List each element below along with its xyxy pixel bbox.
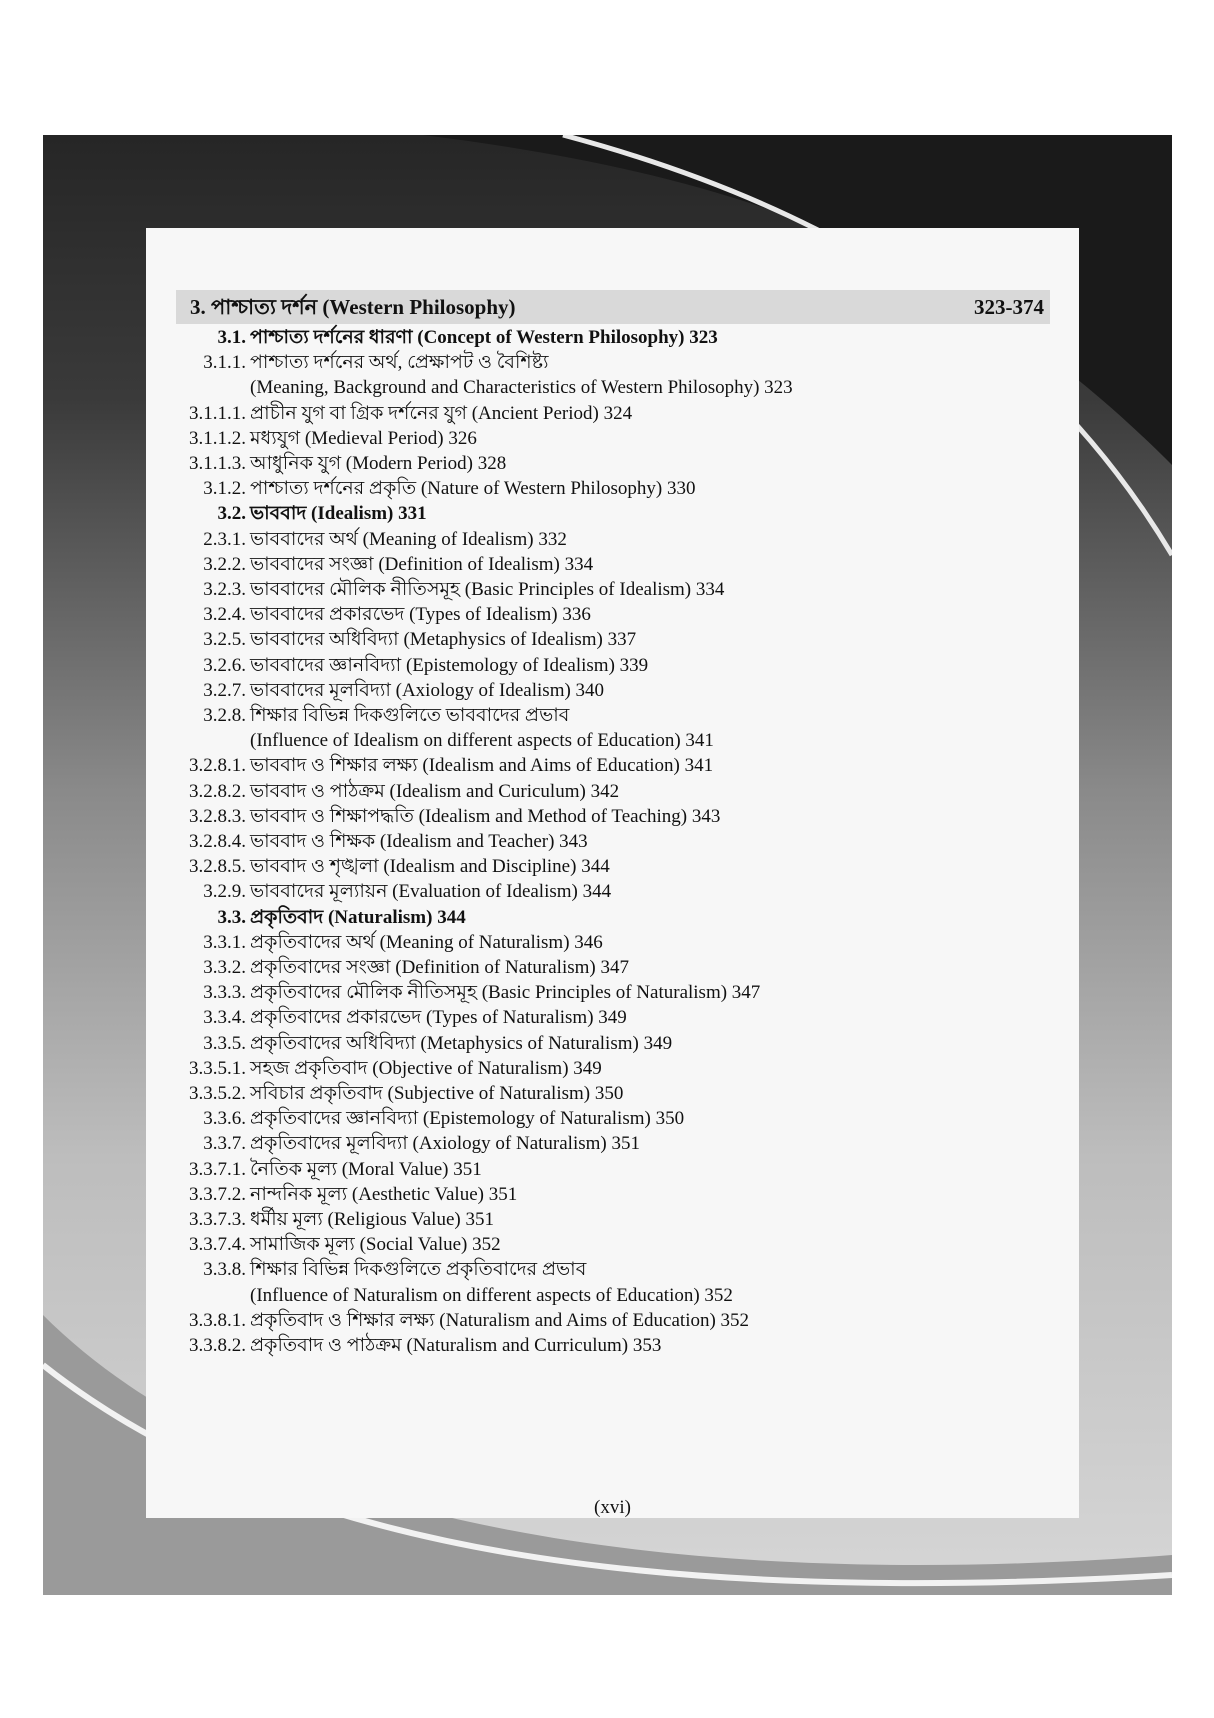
toc-entry-text: ভাববাদের সংজ্ঞা (Definition of Idealism) 334: [250, 553, 594, 575]
toc-entry-text: পাশ্চাত্য দর্শনের প্রকৃতি (Nature of Western Philosophy) 330: [250, 478, 696, 500]
toc-entry-text: প্রকৃতিবাদের প্রকারভেদ (Types of Naturalism) 349: [250, 1007, 627, 1029]
toc-entry: [146, 728, 1046, 754]
toc-entry: [146, 879, 1046, 905]
toc-entry-text: প্রকৃতিবাদ ও শিক্ষার লক্ষ্য (Naturalism and Aims of Education) 352: [250, 1309, 750, 1331]
toc-entry-number: 3.1.1.3.: [189, 453, 246, 474]
content-panel: [146, 228, 1079, 1518]
toc-entry-text: প্রকৃতিবাদের অর্থ (Meaning of Naturalism) 346: [250, 931, 603, 953]
toc-entry-text: আধুনিক যুগ (Modern Period) 328: [250, 453, 507, 474]
toc-entry-number: 3.2.5.: [203, 629, 246, 651]
toc-entry-number: 3.3.6.: [203, 1108, 246, 1130]
toc-entry-number: 3.3.7.: [203, 1133, 246, 1155]
toc-entry: [146, 375, 1046, 401]
toc-entry-text: ভাববাদ ও পাঠক্রম (Idealism and Curiculum) 342: [250, 780, 620, 802]
toc-entry-text: ভাববাদের মূল্যায়ন (Evaluation of Idealism) 344: [250, 881, 612, 903]
toc-entry: [146, 451, 1046, 477]
chapter-title: 3. পাশ্চাত্য দর্শন (Western Philosophy): [190, 295, 516, 319]
toc-entry-number: 3.2.8.4.: [189, 831, 246, 852]
toc-entry: [146, 1106, 1046, 1132]
toc-entry-number: 3.2.8.: [203, 705, 246, 726]
toc-entry-number: 3.2.9.: [203, 881, 246, 903]
toc-entry-text: (Influence of Naturalism on different aspects of Education) 352: [250, 1284, 733, 1306]
toc-entry-text: প্রকৃতিবাদ (Naturalism) 344: [250, 906, 466, 928]
toc-entry-text: প্রকৃতিবাদের মৌলিক নীতিসমূহ (Basic Principles of Naturalism) 347: [250, 982, 761, 1004]
toc-entry-text: ভাববাদের অধিবিদ্যা (Metaphysics of Idealism) 337: [250, 629, 637, 651]
toc-entry: [146, 1157, 1046, 1183]
toc-entry-number: 3.2.6.: [203, 654, 246, 676]
toc-entry-text: মধ্যযুগ (Medieval Period) 326: [250, 427, 477, 449]
toc-entry-text: প্রকৃতিবাদের মূলবিদ্যা (Axiology of Naturalism) 351: [250, 1133, 640, 1155]
toc-entry: [146, 779, 1046, 805]
toc-entry-number: 3.3.4.: [203, 1007, 246, 1029]
toc-entry: [146, 678, 1046, 704]
toc-entry-number: 3.2.8.1.: [189, 755, 246, 777]
toc-entry: [146, 501, 1046, 527]
toc-entry: [146, 1232, 1046, 1258]
toc-entry-number: 3.3.5.2.: [189, 1083, 246, 1104]
toc-entry: [146, 1308, 1046, 1334]
toc-entry-text: শিক্ষার বিভিন্ন দিকগুলিতে প্রকৃতিবাদের প্রভাব: [250, 1259, 587, 1281]
toc-entry-text: প্রকৃতিবাদের জ্ঞানবিদ্যা (Epistemology of Naturalism) 350: [250, 1108, 685, 1130]
toc-entry-text: ভাববাদ ও শৃঙ্খলা (Idealism and Discipline) 344: [250, 856, 610, 878]
toc-entry-number: 2.3.1.: [203, 528, 246, 550]
toc-entry-text: (Influence of Idealism on different aspects of Education) 341: [250, 730, 714, 752]
toc-entry-text: নান্দনিক মূল্য (Aesthetic Value) 351: [250, 1183, 518, 1205]
toc-entry-number: 3.2.8.5.: [189, 856, 246, 878]
toc-entry-text: শিক্ষার বিভিন্ন দিকগুলিতে ভাববাদের প্রভাব: [250, 705, 570, 726]
toc-entry-number: 3.1.1.: [203, 352, 246, 374]
toc-entry-number: 3.2.4.: [203, 604, 246, 626]
toc-entry-number: 3.1.2.: [203, 478, 246, 500]
toc-entry: [146, 1081, 1046, 1107]
toc-entry-number: 3.3.7.3.: [189, 1209, 246, 1230]
toc-entry: [146, 1207, 1046, 1233]
toc-entry: [146, 653, 1046, 679]
toc-entry-text: ভাববাদের প্রকারভেদ (Types of Idealism) 336: [250, 604, 591, 626]
toc-entry-text: ভাববাদ ও শিক্ষার লক্ষ্য (Idealism and Aims of Education) 341: [250, 755, 714, 777]
toc-entry-text: পাশ্চাত্য দর্শনের অর্থ, প্রেক্ষাপট ও বৈশিষ্ট্য: [250, 352, 549, 374]
toc-entry: [146, 829, 1046, 855]
toc-entry: [146, 350, 1046, 376]
toc-entry-text: ভাববাদের মূলবিদ্যা (Axiology of Idealism) 340: [250, 679, 605, 701]
toc-entry-text: ভাববাদ (Idealism) 331: [250, 503, 427, 525]
toc-entry: [146, 602, 1046, 628]
toc-entry-text: নৈতিক মূল্য (Moral Value) 351: [250, 1158, 482, 1180]
chapter-heading: [176, 290, 1050, 324]
toc-entry: [146, 627, 1046, 653]
page-number: (xvi): [594, 1497, 631, 1518]
toc-entry: [146, 1182, 1046, 1208]
toc-entry: [146, 1333, 1046, 1359]
toc-entry: [146, 552, 1046, 578]
toc-entry-number: 3.2.8.3.: [189, 805, 246, 827]
toc-entry-number: 3.3.: [217, 906, 246, 928]
toc-entry: [146, 426, 1046, 452]
toc-entry: [146, 854, 1046, 880]
toc-entry-number: 3.3.5.1.: [189, 1057, 246, 1079]
toc-entry-number: 3.2.3.: [203, 579, 246, 600]
toc-entry-number: 3.3.5.: [203, 1032, 246, 1054]
toc-entry-number: 3.2.: [217, 503, 246, 525]
toc-entry-text: ভাববাদের মৌলিক নীতিসমূহ (Basic Principles of Idealism) 334: [250, 579, 725, 600]
toc-entry-number: 3.3.7.4.: [189, 1234, 246, 1256]
toc-entry: [146, 401, 1046, 427]
toc-entry-number: 3.2.2.: [203, 553, 246, 575]
toc-entry-text: সামাজিক মূল্য (Social Value) 352: [250, 1234, 501, 1256]
toc-entry-text: (Meaning, Background and Characteristics of Western Philosophy) 323: [250, 377, 793, 399]
toc-entry: [146, 753, 1046, 779]
toc-entry-number: 3.3.8.2.: [189, 1335, 246, 1356]
toc-entry-number: 3.3.8.: [203, 1259, 246, 1281]
toc-entry-number: 3.2.7.: [203, 679, 246, 701]
toc-entry-text: ভাববাদের অর্থ (Meaning of Idealism) 332: [250, 528, 567, 550]
toc-entry-number: 3.1.: [217, 327, 246, 348]
toc-entry-text: প্রকৃতিবাদ ও পাঠক্রম (Naturalism and Curriculum) 353: [250, 1335, 662, 1356]
toc-entry-number: 3.3.2.: [203, 957, 246, 978]
toc-entry: [146, 1257, 1046, 1283]
toc-entry-text: সহজ প্রকৃতিবাদ (Objective of Naturalism) 349: [250, 1057, 602, 1079]
toc-entry-text: প্রাচীন যুগ বা গ্রিক দর্শনের যুগ (Ancient Period) 324: [250, 402, 633, 424]
toc-entry-text: ভাববাদ ও শিক্ষক (Idealism and Teacher) 343: [250, 831, 588, 852]
toc-entry: [146, 703, 1046, 729]
toc-entry-text: পাশ্চাত্য দর্শনের ধারণা (Concept of Western Philosophy) 323: [250, 327, 718, 348]
toc-entry: [146, 527, 1046, 553]
toc-entry-text: ধর্মীয় মূল্য (Religious Value) 351: [250, 1209, 494, 1230]
toc-entry-text: প্রকৃতিবাদের অধিবিদ্যা (Metaphysics of Naturalism) 349: [250, 1032, 673, 1054]
toc-entry-number: 3.1.1.2.: [189, 427, 246, 449]
toc-entry: [146, 325, 1046, 351]
toc-entry: [146, 476, 1046, 502]
chapter-page-range: 323-374: [974, 295, 1044, 319]
toc-entry: [146, 577, 1046, 603]
toc-entry-text: ভাববাদ ও শিক্ষাপদ্ধতি (Idealism and Method of Teaching) 343: [250, 805, 721, 827]
toc-entry-number: 3.1.1.1.: [189, 402, 246, 424]
toc-entry: [146, 1131, 1046, 1157]
toc-entry-number: 3.3.7.1.: [189, 1158, 246, 1180]
toc-entry: [146, 955, 1046, 981]
toc-entry: [146, 1031, 1046, 1057]
toc-entry-text: ভাববাদের জ্ঞানবিদ্যা (Epistemology of Idealism) 339: [250, 654, 649, 676]
toc-entry: [146, 1005, 1046, 1031]
toc-entry-number: 3.3.1.: [203, 931, 246, 953]
toc-entry-number: 3.2.8.2.: [189, 780, 246, 802]
toc-entry: [146, 1283, 1046, 1309]
toc-entry-number: 3.3.8.1.: [189, 1309, 246, 1331]
toc-entry-text: সবিচার প্রকৃতিবাদ (Subjective of Naturalism) 350: [250, 1083, 624, 1104]
toc-entry: [146, 1056, 1046, 1082]
toc-entry: [146, 930, 1046, 956]
toc-entry: [146, 804, 1046, 830]
toc-entry-number: 3.3.3.: [203, 982, 246, 1004]
toc-entry: [146, 905, 1046, 931]
toc-entry-text: প্রকৃতিবাদের সংজ্ঞা (Definition of Naturalism) 347: [250, 957, 629, 978]
toc-entry: [146, 980, 1046, 1006]
toc-entry-number: 3.3.7.2.: [189, 1183, 246, 1205]
